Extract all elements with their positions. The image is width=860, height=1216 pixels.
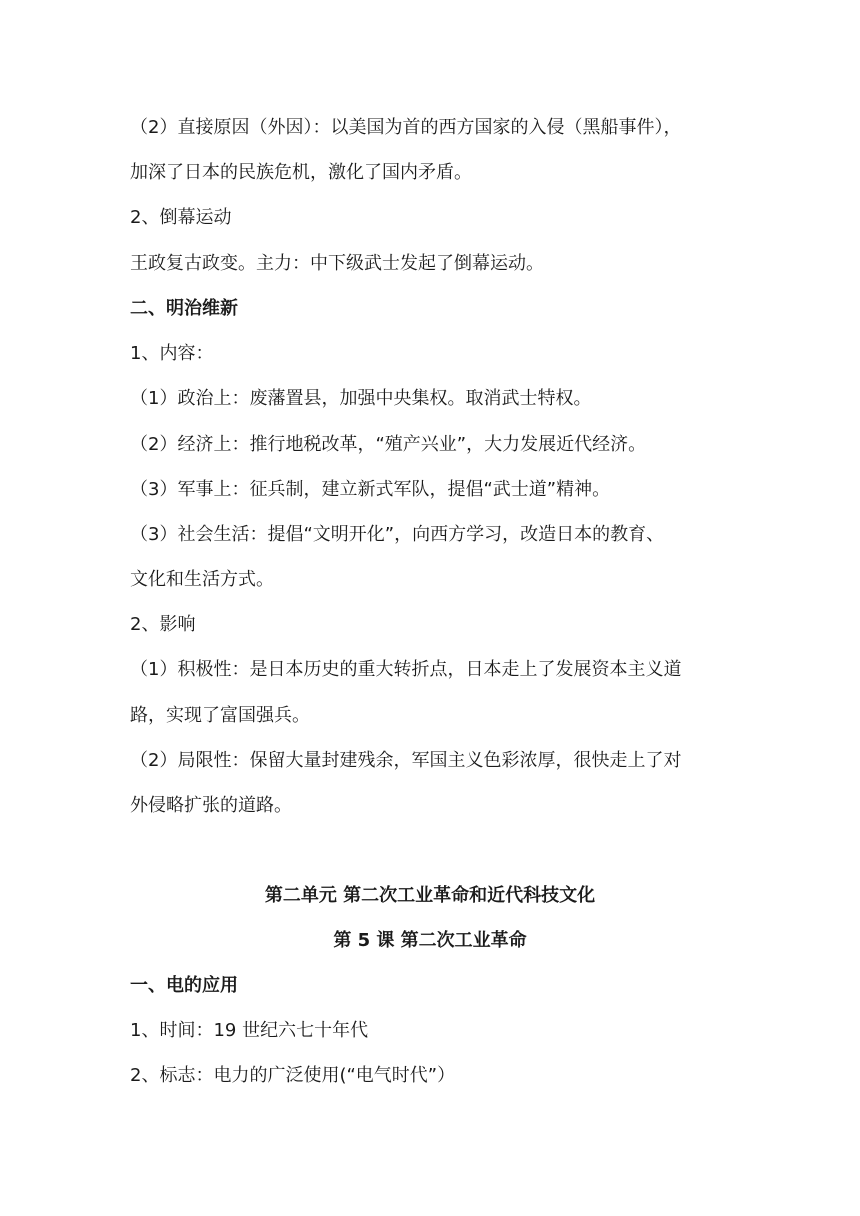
item-positive-cont: 路，实现了富国强兵。	[130, 705, 310, 726]
item-economy: （2）经济上：推行地税改革，“殖产兴业”，大力发展近代经济。	[130, 434, 647, 455]
unit-title: 第二单元 第二次工业革命和近代科技文化	[264, 885, 596, 906]
paragraph-daomu: 王政复古政变。主力：中下级武士发起了倒幕运动。	[130, 253, 544, 274]
item-limitation-cont: 外侵略扩张的道路。	[130, 795, 292, 816]
paragraph-direct-cause: （2）直接原因（外因）：以美国为首的西方国家的入侵（黑船事件），	[130, 117, 682, 138]
subheading-content: 1、内容：	[130, 343, 214, 364]
item-time: 1、时间：19 世纪六七十年代	[130, 1020, 369, 1041]
item-sign: 2、标志：电力的广泛使用(“电气时代”）	[130, 1065, 456, 1086]
item-society: （3）社会生活：提倡“文明开化”，向西方学习，改造日本的教育、	[130, 524, 665, 545]
subheading-influence: 2、影响	[130, 614, 196, 635]
item-politics: （1）政治上：废藩置县，加强中央集权。取消武士特权。	[130, 388, 592, 409]
paragraph-direct-cause-cont: 加深了日本的民族危机，激化了国内矛盾。	[130, 162, 472, 183]
section-heading-meiji: 二、明治维新	[130, 298, 238, 319]
item-positive: （1）积极性：是日本历史的重大转折点，日本走上了发展资本主义道	[130, 659, 682, 680]
item-limitation: （2）局限性：保留大量封建残余，军国主义色彩浓厚，很快走上了对	[130, 750, 682, 771]
lesson-title: 第 5 课 第二次工业革命	[333, 930, 527, 951]
subheading-daomu: 2、倒幕运动	[130, 207, 232, 228]
item-military: （3）军事上：征兵制，建立新式军队，提倡“武士道”精神。	[130, 479, 611, 500]
section-heading-electricity: 一、电的应用	[130, 975, 238, 996]
item-society-cont: 文化和生活方式。	[130, 569, 274, 590]
